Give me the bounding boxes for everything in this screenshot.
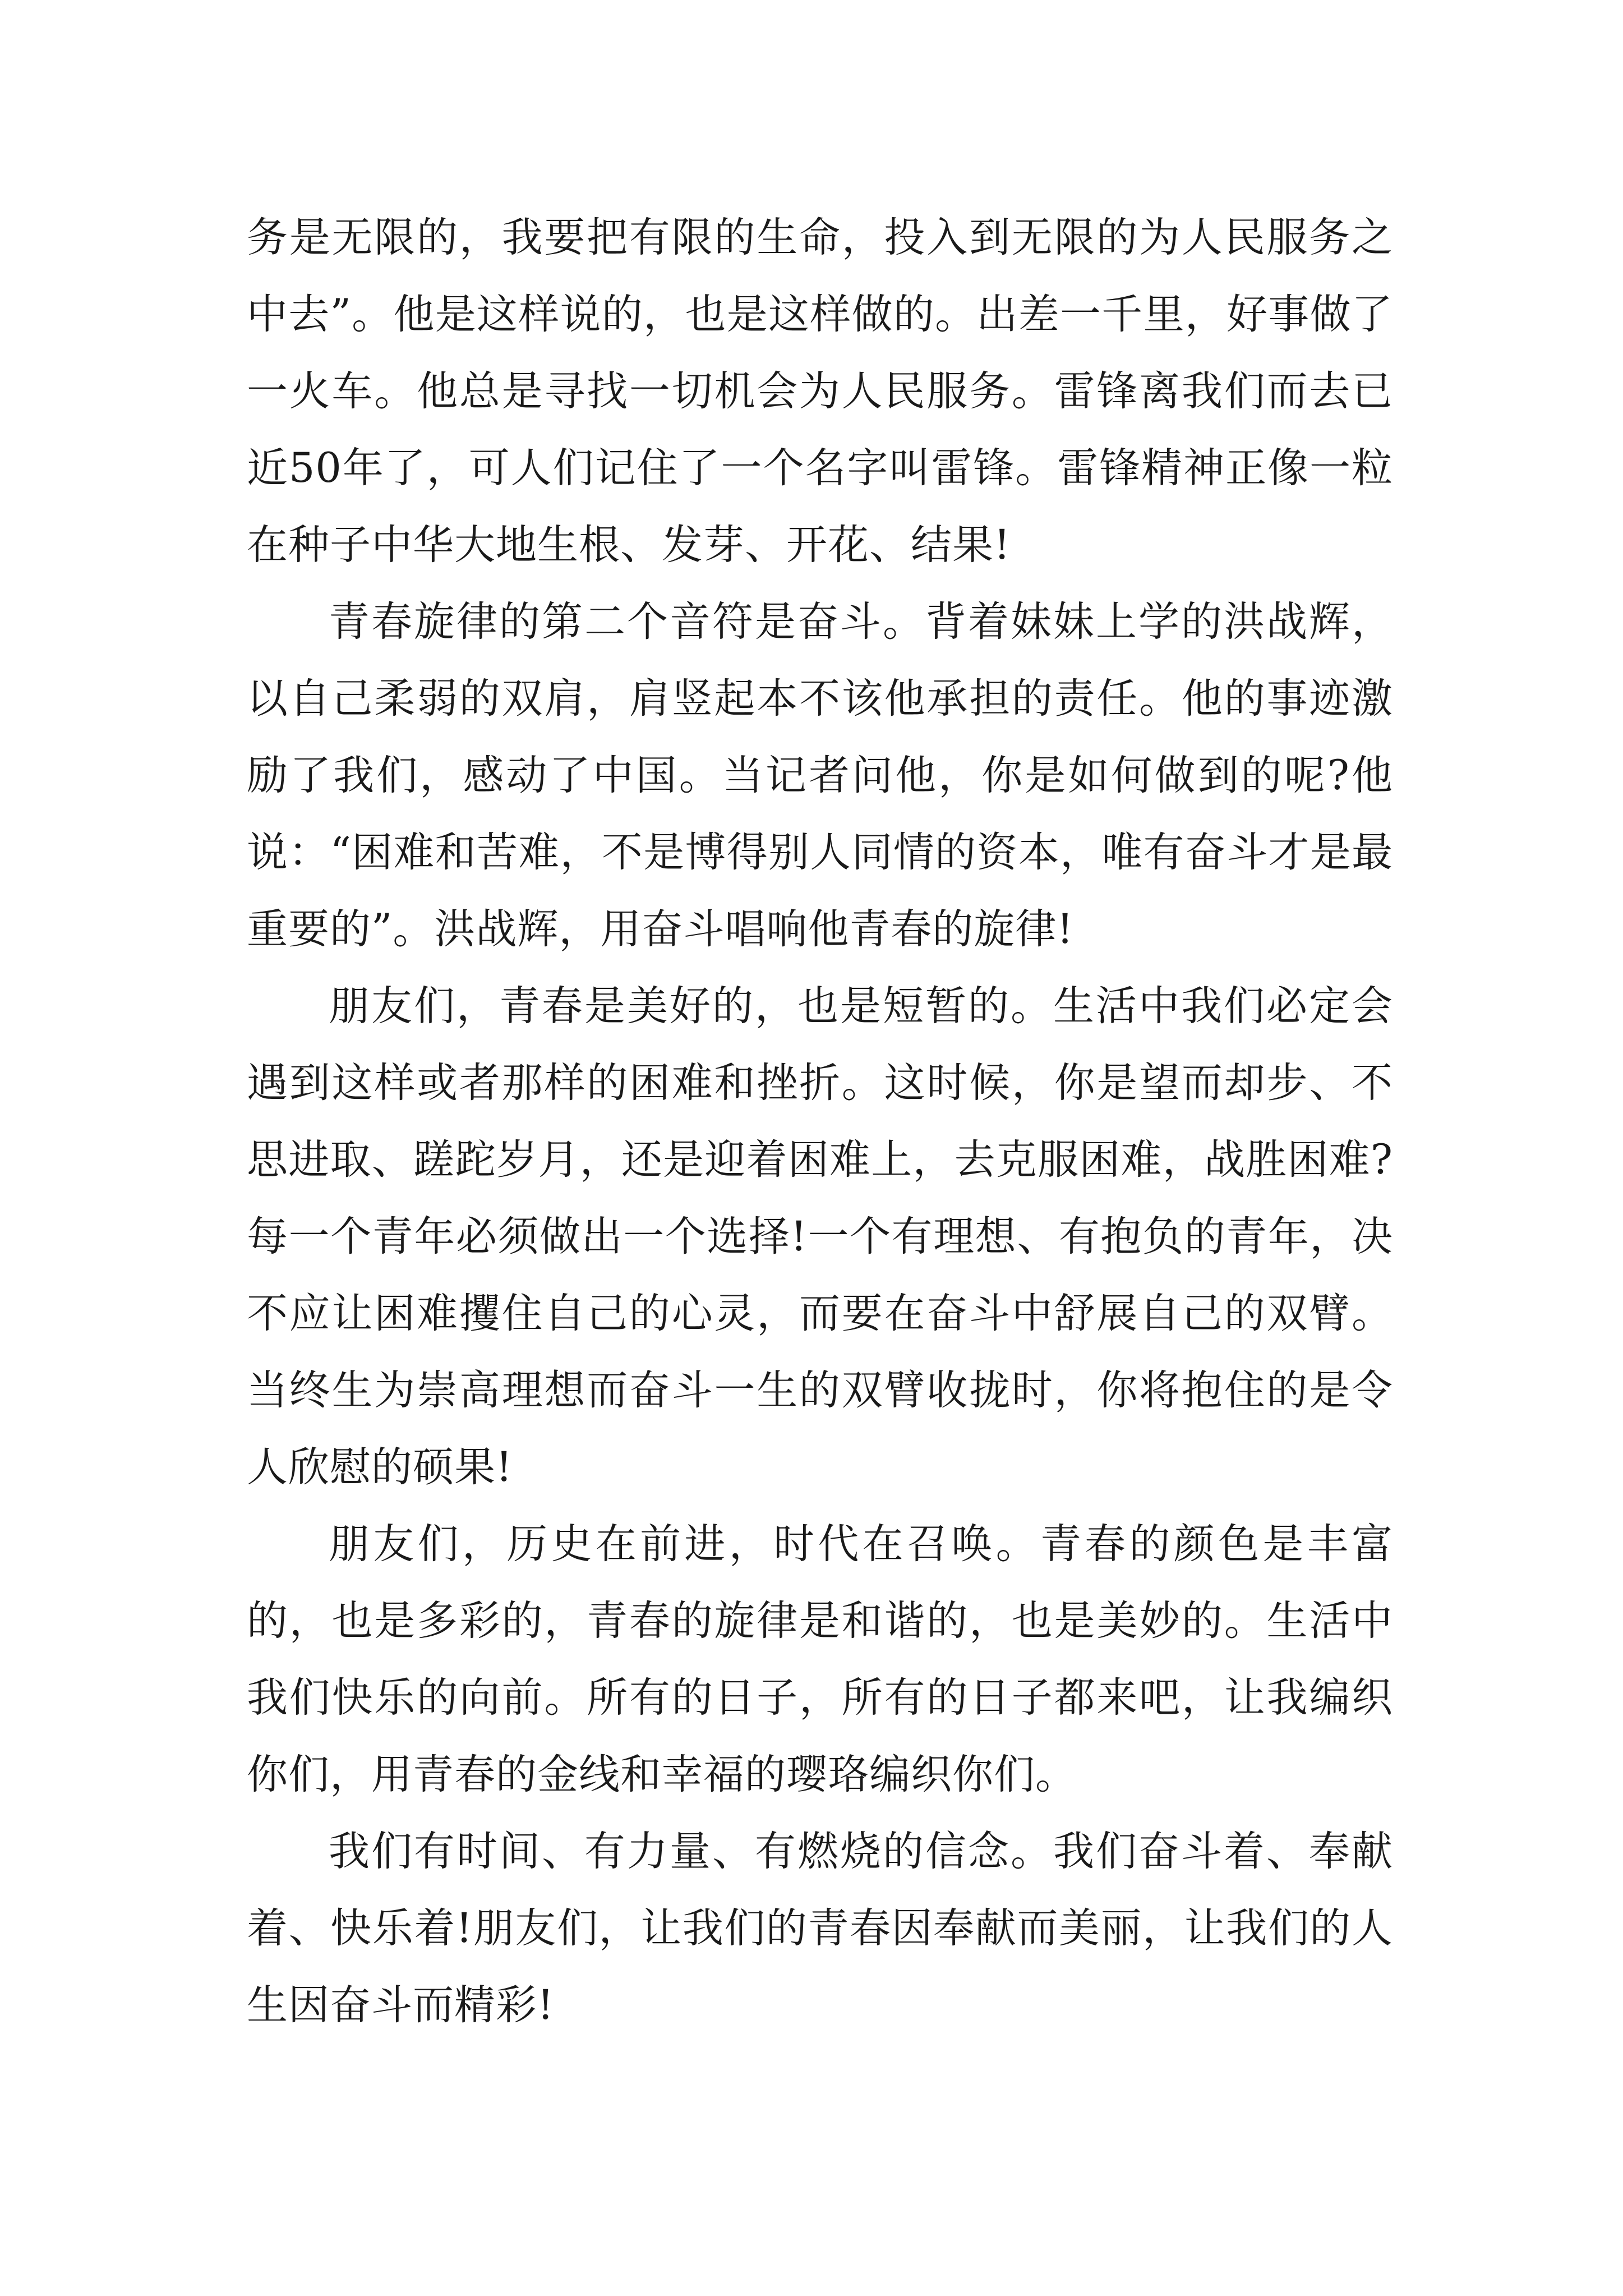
paragraph-5: 我们有时间、有力量、有燃烧的信念。我们奋斗着、奉献着、快乐着!朋友们，让我们的青春因奉献而美丽，让我们的人生因奋斗而精彩! bbox=[247, 1828, 1393, 2029]
paragraph-3: 朋友们，青春是美好的，也是短暂的。生活中我们必定会遇到这样或者那样的困难和挫折。这时候，你是望而却步、不思进取、蹉跎岁月，还是迎着困难上，去克服困难，战胜困难?每一个青年必须做出一个选择!一个有理想、有抱负的青年，决不应让困难攫住自己的心灵，而要在奋斗中舒展自己的双臂。当终生为崇高理想而奋斗一生的双臂收拢时，你将抱住的是令人欣慰的硕果! bbox=[247, 982, 1393, 1491]
document-body bbox=[247, 199, 1393, 2044]
paragraph-2: 青春旋律的第二个音符是奋斗。背着妹妹上学的洪战辉，以自己柔弱的双肩，肩竖起本不该他承担的责任。他的事迹激励了我们，感动了中国。当记者问他，你是如何做到的呢?他说：“困难和苦难，不是博得别人同情的资本，唯有奋斗才是最重要的”。洪战辉，用奋斗唱响他青春的旋律! bbox=[247, 598, 1393, 953]
paragraph-1: 务是无限的，我要把有限的生命，投入到无限的为人民服务之中去”。他是这样说的，也是这样做的。出差一千里，好事做了一火车。他总是寻找一切机会为人民服务。雷锋离我们而去已近50年了，可人们记住了一个名字叫雷锋。雷锋精神正像一粒在种子中华大地生根、发芽、开花、结果! bbox=[247, 214, 1393, 569]
paragraph-4: 朋友们，历史在前进，时代在召唤。青春的颜色是丰富的，也是多彩的，青春的旋律是和谐的，也是美妙的。生活中我们快乐的向前。所有的日子，所有的日子都来吧，让我编织你们，用青春的金线和幸福的璎珞编织你们。 bbox=[247, 1520, 1393, 1798]
